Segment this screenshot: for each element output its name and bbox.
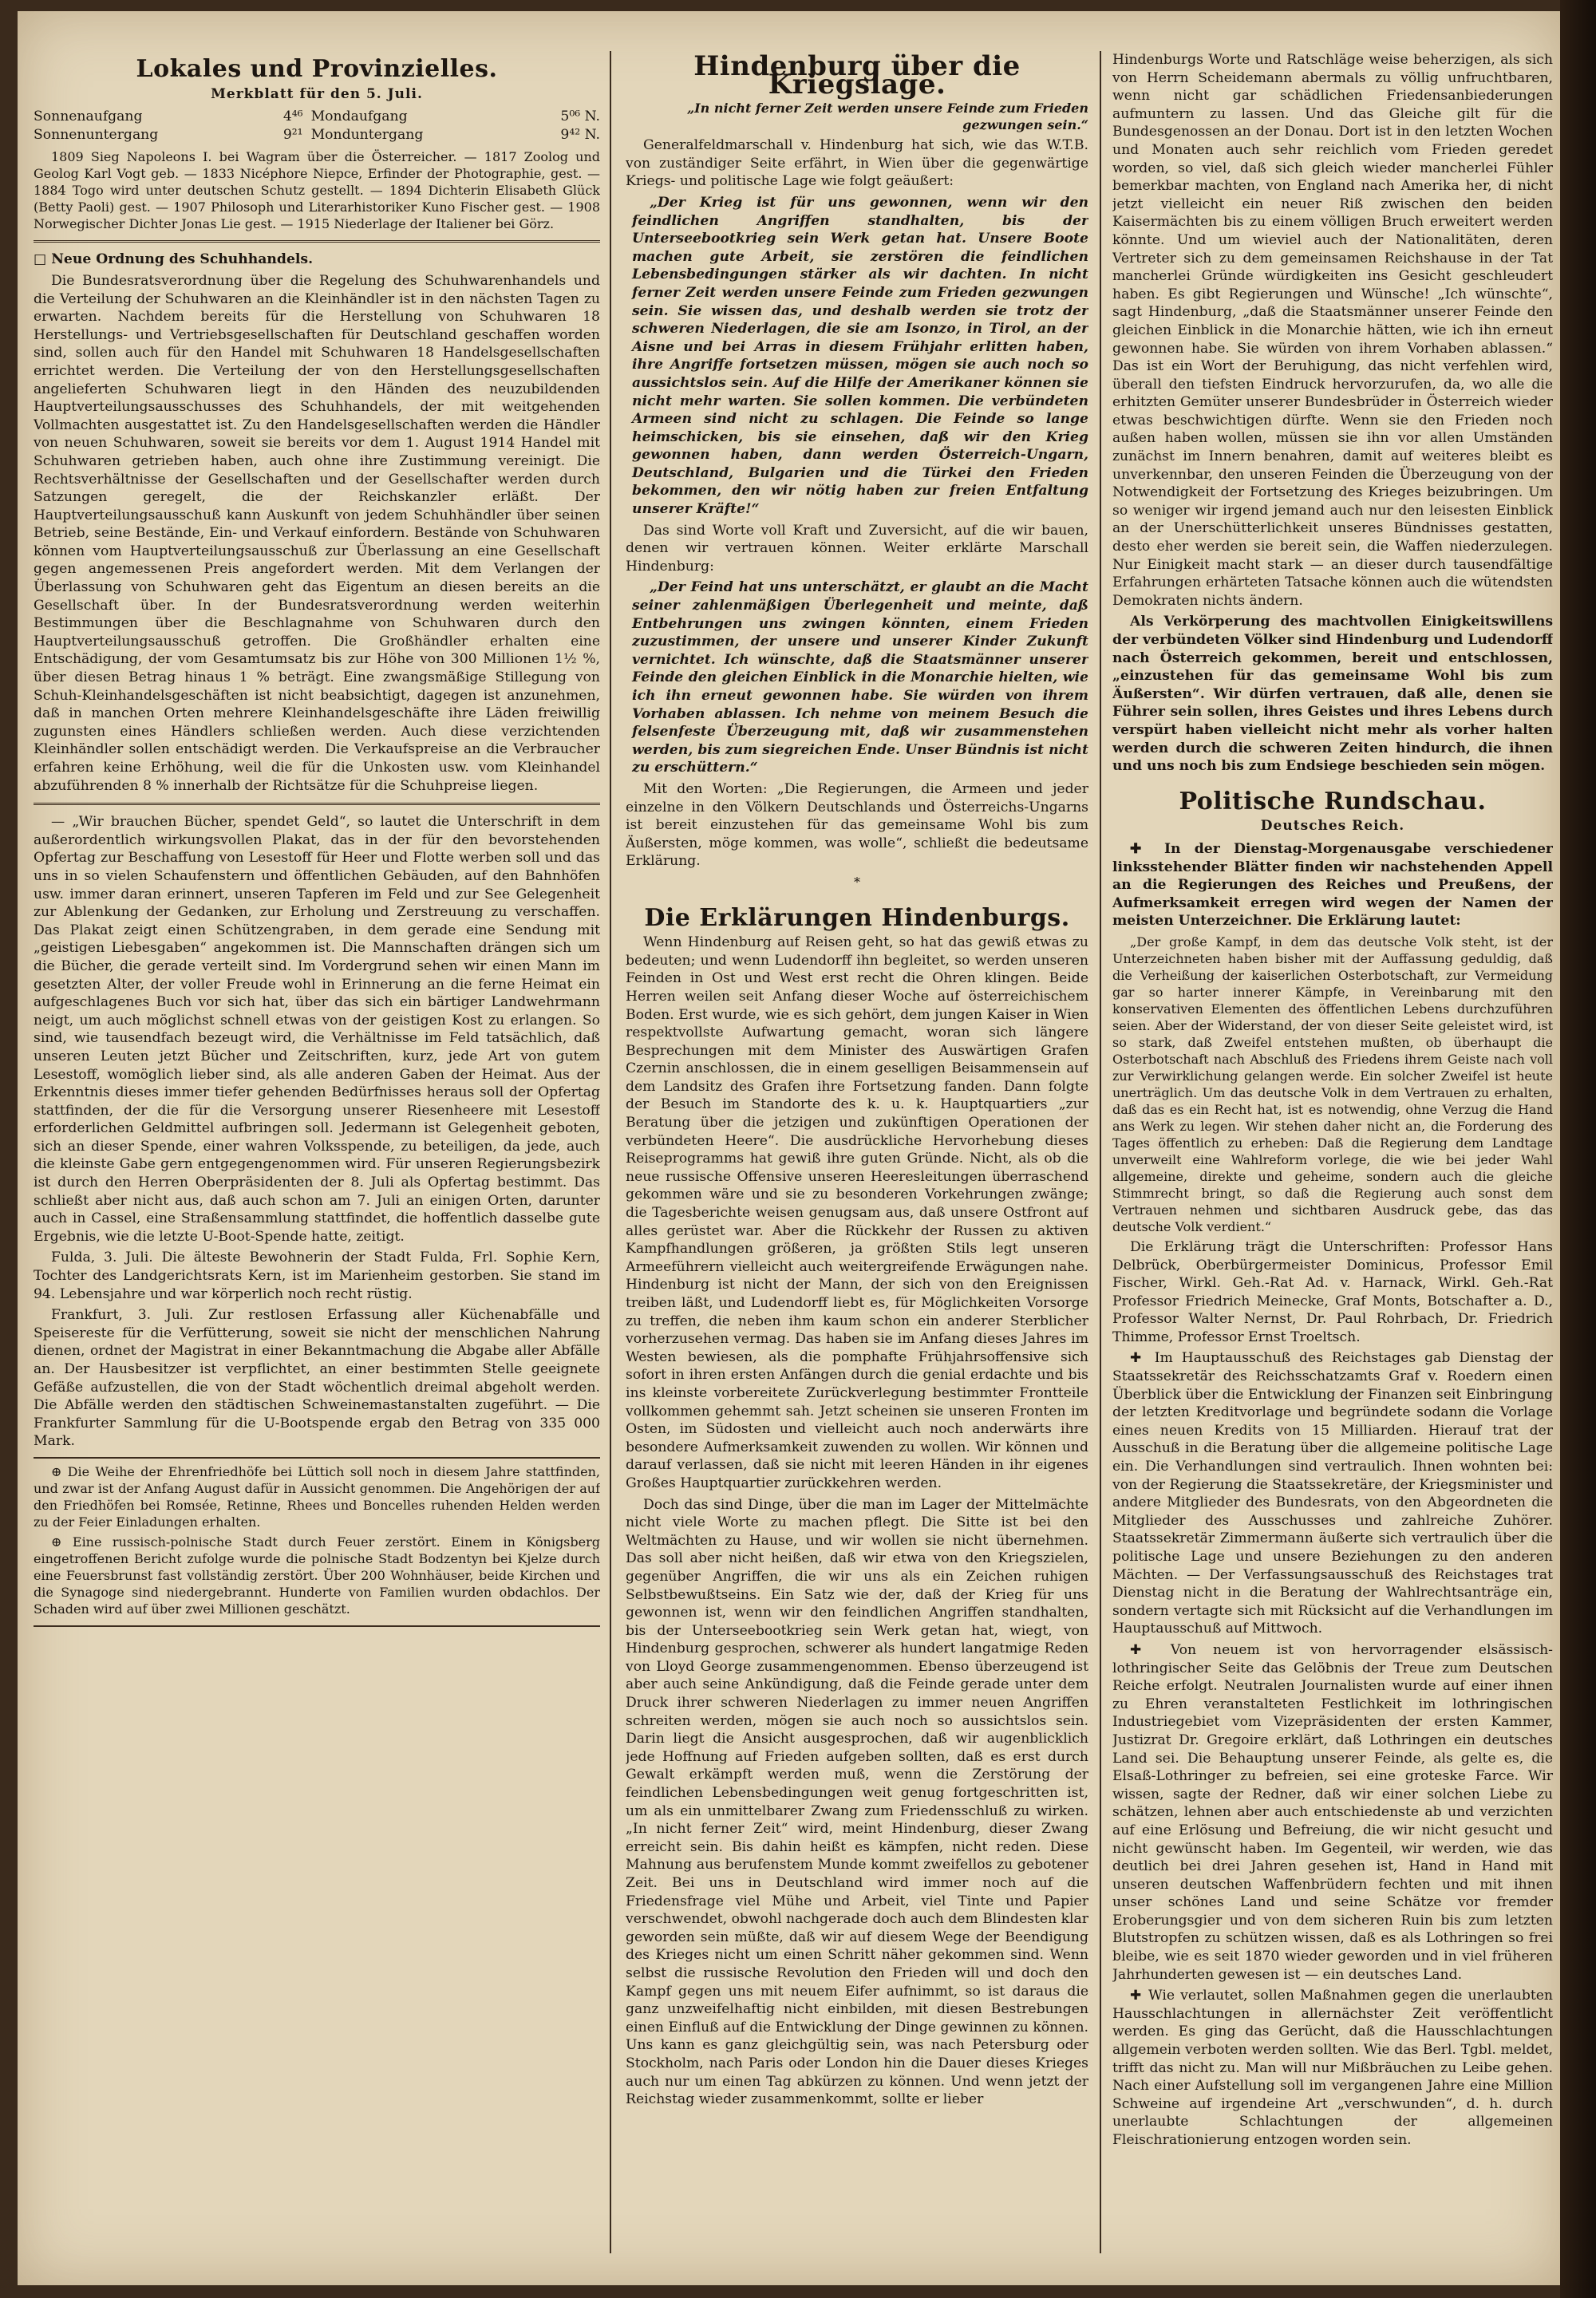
declaration-signatures: Die Erklärung trägt die Unterschriften: Professor Hans Delbrück, Oberbürgermeister Dominicus, Professor Emil Fischer, Wirkl. Geh.-Rat Ad. v. Harnack, Wirkl. Geh.-Rat Professor Friedrich Meinecke, Graf Monts, Botschafter a. D., Professor Walter Nernst, Dr. Paul Rohrbach, Dr. Friedrich Thimme, Professor Ernst Troeltsch.	[1112, 1238, 1553, 1345]
continued-text: Hindenburgs Worte und Ratschläge weise beherzigen, als sich von Herrn Scheidemann abermals zu völlig unfruchtbaren, wenn nicht gar schädlichen Friedensanbiederungen aufmuntern zu lassen. Und das Gleiche gilt für die Bundesgenossen an der Donau. Dort ist in den letzten Wochen und Monaten auch sehr reichlich vom Frieden geredet worden, so viel, daß sich gleich wieder mancherlei Fühler bemerkbar machten, von England nach Amerika her, di nicht jetzt vielleicht ein neuer Riß zwischen den beiden Kaisermächten bis zu einem völligen Bruch erweitert werden könnte. Und um wieviel auch der Nationalitäten, deren Vertreter sich zu dem gemeinsamen Reichshause in der Tat mancherlei Gründe würdigkeiten ins Gesicht geschleudert haben. Es gibt Regierungen und Wünsche! „Ich wünschte“, sagt Hindenburg, „daß die Staatsmänner unserer Feinde den gleichen Einblick in die Monarchie hätten, wie ich ihn erneut gewonnen habe. Sie würden von ihrem Vorhaben ablassen.“ Das ist ein Wort der Beruhigung, das nicht verfehlen wird, überall den tiefsten Eindruck hervorzurufen, da, wo alle die erhitzten Gemüter unserer Bundesbrüder in Österreich wieder etwas beschwichtigen dürfte. Wenn sie den Frieden noch außen haben wollen, müssen sie ihn vor allen Umständen zunächst im Innern benahren, damit auf weiteres bleibt es unverkennbar, den unseren Feinden die Überzeugung von der Notwendigkeit der Fortsetzung des Krieges beizubringen. Um so weniger wir irgend jemand auch nur den leisesten Einblick an der Unerschütterlichkeit unseres Bündnisses gestatten, desto eher werden sie bereit sein, die Waffen niederzulegen. Nur Einigkeit macht stark — an dieser durch tausendfältige Erfahrungen erhärteten Tatsache können auch die wütendsten Demokraten nichts ändern.	[1112, 52, 1553, 609]
rundschau-item-1: ✚ In der Dienstag-Morgenausgabe verschiedener linksstehender Blätter finden wir nachstehenden Appell an die Regierungen des Reiches und Preußens, der Aufmerksamkeit erregen wird wegen der Namen der meisten Unterzeichner. Die Erklärung lautet:	[1112, 840, 1553, 930]
continued-text-2: Als Verkörperung des machtvollen Einigkeitswillens der verbündeten Völker sind Hindenburg und Ludendorff nach Österreich gekommen, bereit und entschlossen, „einzustehen für das gemeinsame Wohl bis zum Äußersten“. Wir dürfen vertrauen, daß alle, denen sie Führer sein sollen, ihres Geistes und ihres Lebens durch verspürt haben vielleicht nicht mehr als vorher halten werden durch die schweren Zeiten hindurch, die ihnen und uns noch bis zum Endsiege beschieden sein mögen.	[1112, 614, 1553, 775]
almanac-value: 4⁴⁶	[282, 109, 303, 125]
section-star: *	[854, 874, 860, 890]
headline-hindenburg: Hindenburg über die Kriegslage.	[693, 51, 1021, 101]
erklaerungen-part-2: Doch das sind Dinge, über die man im Lager der Mittelmächte nicht viele Worte zu machen pflegt. Die Sitte ist bei den Weltmächten zu Hause, und wir wollen sie nicht übernehmen. Das soll aber nicht heißen, daß wir etwa von den Kriegszielen, gegenüber Angriffen, die wir uns als ein Zeichen ruhigen Selbstbewußtseins. Ein Satz wie der, daß der Krieg für uns gewonnen ist, wenn wir den feindlichen Angriffen standhalten, bis der Unterseebootkrieg sein Werk getan hat, wiegt, von Hindenburg gesprochen, schwerer als hundert langatmige Reden von Lloyd George zusammengenommen. Ebenso überzeugend ist aber auch seine Ankündigung, daß die Feinde gerade unter dem Druck ihrer schweren Niederlagen zu immer neuen Angriffen schreiten werden, mögen sie auch noch so aussichtslos sein. Darin liegt die Ansicht ausgesprochen, daß wir augenblicklich jede Hoffnung auf Frieden aufgeben sollten, daß es erst durch Gewalt erkämpft werden muß, wenn die Zerstörung der feindlichen Lebensbedingungen weit genug fortgeschritten ist, um als ein unmittelbarer Zwang zum Friedensschluß zu wirken. „In nicht ferner Zeit“ wird, meint Hindenburg, dieser Zwang erreicht sein. Bis dahin heißt es kämpfen, nicht reden. Diese Mahnung aus berufenstem Munde kommt zweifellos zu gebotener Zeit. Bei uns in Deutschland wird immer noch auf die Friedensfrage viel Mühe und Arbeit, viel Tinte und Papier verschwendet, obwohl nachgerade doch auch dem Blindesten klar geworden sein müßte, daß wir auf diesem Wege der Beendigung des Krieges nicht um einen Schritt näher gekommen sind. Wenn selbst die russische Revolution den Frieden will und doch den Kampf gegen uns mit neuem Eifer aufnimmt, so ist daraus die ganz unzweifelhaftig nicht einbilden, mit diesen Bestrebungen einen Einfluß auf die Entwicklung der Dinge gewinnen zu können. Uns kann es ganz gleichgültig sein, was nach Petersburg oder Stockholm, nach Paris oder London hin die Dauer dieses Krieges auch nur um einen Tag abkürzen zu können. Und wenn jetzt der Reichstag wieder zusammenkommt, sollte er lieber	[626, 1496, 1088, 2108]
rundschau-item-2: ✚ Im Hauptausschuß des Reichstages gab Dienstag der Staatssekretär des Reichsschatzamts Graf v. Roedern einen Überblick über die Entwicklung der Finanzen seit Einbringung der letzten Kreditvorlage und begründete sodann die Vorlage eines neuen Kredits von 15 Milliarden. Hierauf trat der Ausschuß in die Beratung über die allgemeine politische Lage ein. Die Verhandlungen sind vertraulich. Ihnen wohnten bei: von der Regierung die Staatssekretäre, der Kriegsminister und andere Mitglieder des Bundesrats, von den Abgeordneten die Mitglieder des Ausschusses und zahlreiche Zuhörer. Staatssekretär Zimmermann äußerte sich vertraulich über die politische Lage und unsere Beziehungen zu den anderen Mächten. — Der Verfassungsausschuß des Reichstages trat Dienstag nicht in die Beratung der Wahlrechtsanträge ein, sondern vertagte sich mit Rücksicht auf die Verhandlungen im Hauptausschuß auf Mittwoch.	[1112, 1350, 1553, 1637]
hindenburg-quote-2: „Der Feind hat uns unterschätzt, er glaubt an die Macht seiner zahlenmäßigen Überlegenheit und meinte, daß Entbehrungen uns zwingen könnten, einem Frieden zuzustimmen, der unsere und unserer Kinder Zukunft vernichtet. Ich wünschte, daß die Staatsmänner unserer Feinde den gleichen Einblick in die Monarchie hielten, wie ich ihn erneut gewonnen habe. Sie würden von ihrem Vorhaben ablassen. Ich nehme von meinem Besuch die felsenfeste Überzeugung mit, daß wir zusammenstehen werden, bis zum siegreichen Ende. Unser Bündnis ist nicht zu erschüttern.“	[632, 579, 1088, 776]
rundschau-item-3: ✚ Von neuem ist von hervorragender elsässisch-lothringischer Seite das Gelöbnis der Treue zum Deutschen Reiche erfolgt. Neutralen Journalisten wurde auf einer ihnen zu Ehren veranstalteten Festlichkeit im lothringischen Industriegebiet vom Vizepräsidenten der ersten Kammer, Justizrat Dr. Gregoire erklärt, daß Lothringen ein deutsches Land sei. Die Behauptung unserer Feinde, als gelte es, die Elsaß-Lothringer zu befreien, sei eine groteske Farce. Wir wissen, sagte der Redner, daß wir einer solchen Liebe zu schätzen, lehnen aber auch entschiedenste ab und verzichten auf eine Erlösung und Befreiung, die wir nicht gesucht und nicht gewünscht haben. Im Gegenteil, wir werden, wie das deutlich bei drei Jahren gesehen ist, Hand in Hand mit unseren deutschen Waffenbrüdern fechten und mit ihnen unser schönes Land und seine Schätze vor fremder Eroberungsgier und von dem sicheren Ruin bis zum letzten Blutstropfen zu schützen wissen, daß es als Lothringen so frei bleibe, wie es seit 1870 wieder geworden und in viel früheren Jahrhunderten gewesen ist — ein deutsches Land.	[1112, 1641, 1553, 1983]
divider	[34, 240, 600, 243]
almanac-table	[34, 108, 600, 144]
subsection-title: Deutsches Reich.	[1260, 818, 1405, 835]
article-title-schuhhandel: □ Neue Ordnung des Schuhhandels.	[34, 251, 314, 268]
headline-erklaerungen: Die Erklärungen Hindenburgs.	[644, 903, 1070, 932]
article-buecher: — „Wir brauchen Bücher, spendet Geld“, so lautet die Unterschrift in dem außerordentlich wirkungsvollen Plakat, das in der für den bevorstehenden Opfertag zur Beschaffung von Lesestoff für Heer und Flotte werben soll und das uns in so vielen Schaufenstern und öffentlichen Gebäuden, auf den Bahnhöfen usw. immer daran erinnert, unseren Tapferen im Feld und zur See Gelegenheit zur Ablenkung der Gedanken, zur Erholung und Zerstreuung zu verschaffen. Das Plakat zeigt einen Schützengraben, in dem gerade eine Sendung mit „geistigen Liebesgaben“ angekommen ist. Die Mannschaften drängen sich um die Bücher, die gerade verteilt sind. Im Vordergrund sehen wir einen Mann im gesetzten Alter, der voller Freude wohl in Erinnerung an die ferne Heimat ein aufgeschlagenes Buch vor sich hat, über das sich ein bärtiger Landwehrmann neigt, um auch möglichst schnell etwas von der geistigen Kost zu erlangen. So sind, wie tausendfach bezeugt wird, die Verhältnisse im Feld tatsächlich, daß unseren Leuten jetzt Bücher und Zeitschriften, kurz, jede Art von gutem Lesestoff, womöglich lieber sind, als alle anderen Gaben der Heimat. Aus der Erkenntnis dieses immer tiefer gehenden Bedürfnisses heraus soll der Opfertag stattfinden, der die für die Versorgung unserer Riesenheere mit Lesestoff erforderlichen Geldmittel aufbringen soll. Jedermann ist Gelegenheit geboten, sich an dieser Spende, einer wahren Volksspende, zu beteiligen, da jede, auch die kleinste Gabe gern entgegengenommen wird. Für unseren Regierungsbezirk ist durch den Herren Oberpräsidenten der 8. Juli als Opfertag bestimmt. Das schließt aber nicht aus, daß auch schon am 7. Juli an einigen Orten, darunter auch in Cassel, eine Straßensammlung stattfindet, die hoffentlich dasselbe gute Ergebnis, wie die letzte U-Boot-Spende hatte, zeitigt.	[34, 814, 600, 1245]
article-feuer: ⊕ Eine russisch-polnische Stadt durch Feuer zerstört. Einem in Königsberg eingetroffenen Bericht zufolge wurde die polnische Stadt Bodzentyn bei Kjelze durch eine Feuersbrunst fast vollständig zerstört. Über 200 Wohnhäuser, beide Kirchen und die Synagoge sind niedergebrannt. Hunderte von Familien wurden obdachlos. Der Schaden wird auf über zwei Millionen geschätzt.	[34, 1534, 600, 1617]
column-hindenburg	[626, 51, 1088, 2253]
history-notes: 1809 Sieg Napoleons I. bei Wagram über die Österreicher. — 1817 Zoolog und Geolog Karl Vogt geb. — 1833 Nicéphore Niepce, Erfinder der Photographie, gest. — 1884 Togo wird unter deutschen Schutz gestellt. — 1894 Dichterin Elisabeth Glück (Betty Paoli) gest. — 1907 Philosoph und Literarhistoriker Kuno Fischer gest. — 1908 Norwegischer Dichter Jonas Lie gest. — 1915 Niederlage der Italiener bei Görz.	[34, 149, 600, 232]
motto-quote: „In nicht ferner Zeit werden unsere Feinde zum Frieden gezwungen sein.“	[686, 101, 1088, 133]
page-edge	[1560, 0, 1596, 2298]
mid-paragraph: Das sind Worte voll Kraft und Zuversicht, auf die wir bauen, denen wir vertrauen können. Weiter erklärte Marschall Hindenburg:	[626, 522, 1088, 574]
column-rundschau	[1112, 51, 1553, 2253]
erklaerungen-part-1: Wenn Hindenburg auf Reisen geht, so hat das gewiß etwas zu bedeuten; und wenn Ludendorff ihn begleitet, so werden unseren Feinden in Ost und West erst recht die Ohren klingen. Beide Herren weilen seit Anfang dieser Woche auf österreichischem Boden. Erst wurde, wie es sich gehört, dem jungen Kaiser in Wien respektvollste Aufwartung gemacht, woran sich längere Besprechungen mit dem Minister des Auswärtigen Grafen Czernin anschlossen, die in einem geselligen Beisammensein auf dem Landsitz des Grafen ihre Fortsetzung fanden. Dann folgte der Besuch im Standorte des k. u. k. Hauptquartiers „zur Beratung über die jetzigen und zukünftigen Operationen der verbündeten Heere“. Die ausdrückliche Hervorhebung dieses Reiseprogramms hat gewiß ihre guten Gründe. Nicht, als ob die neue russische Offensive unseren Heeresleitungen überraschend gekommen wäre und sie zu besonderen Vorkehrungen zwänge; die Tagesberichte weisen genugsam aus, daß unsere Ostfront auf alles gerüstet war. Aber die Rückkehr der Russen zu aktiven Kampfhandlungen größeren, ja größten Stils legt unseren Armeeführern vielleicht auch weitergreifende Erwägungen nahe. Hindenburg ist nicht der Mann, der sich von den Ereignissen treiben läßt, und Ludendorff liebt es, für Möglichkeiten Vorsorge zu treffen, die neben ihm kaum schon ein anderer Sterblicher vorherzusehen vermag. Das haben sie im Anfang dieses Jahres im Westen bewiesen, als die pomphafte Frühjahrsoffensive sich sofort in ihren ersten Anfängen durch die genial erdachte und bis ins kleinste vorbereitete Zurückverlegung bestimmter Frontteile vollkommen gehemmt sah. Jetzt scheinen sie unseren Fronten im Osten, im Südosten und vielleicht auch noch anderwärts ihre besondere Aufmerksamkeit zuwenden zu wollen. Wir können und darauf verlassen, daß sie nicht mit leeren Händen in ihr eigenes Großes Hauptquartier zurückkehren werden.	[626, 934, 1088, 1491]
intro-paragraph: Generalfeldmarschall v. Hindenburg hat sich, wie das W.T.B. von zuständiger Seite erfährt, in Wien über die gegenwärtige Kriegs- und politische Lage wie folgt geäußert:	[626, 137, 1088, 190]
newspaper-page	[18, 11, 1562, 2285]
closing-paragraph: Mit den Worten: „Die Regierungen, die Armeen und jeder einzelne in den Völkern Deutschlands und Österreichs-Ungarns ist bereit einzustehen für das gemeinsame Wohl bis zum Äußersten, möge kommen, was wolle“, schließt die bedeutsame Erklärung.	[626, 780, 1088, 870]
almanac-value: 5⁰⁶ N.	[560, 109, 600, 125]
divider	[34, 803, 600, 805]
declaration-text: „Der große Kampf, in dem das deutsche Volk steht, ist der Unterzeichneten haben bisher mit der Auffassung geduldig, daß die Verheißung der kaiserlichen Osterbotschaft, zur Vermeidung gar so harter innerer Kämpfe, in Vereinbarung mit den konservativen Elementen des öffentlichen Lebens durchzuführen seien. Aber der Widerstand, der von dieser Seite geleistet wird, ist so stark, daß Zweifel entstehen mußten, ob überhaupt die Osterbotschaft nach Abschluß des Friedens ihrem Geiste nach voll zur Verwirklichung gelangen werde. Ein solcher Zweifel ist heute unerträglich. Um das deutsche Volk in dem Vertrauen zu erhalten, daß das es ein Recht hat, ist es notwendig, ohne Verzug die Hand ans Werk zu legen. Wir stehen daher nicht an, die Forderung des Tages öffentlich zu erheben: Daß die Regierung dem Landtage unverweilt eine Wahlreform vorlege, die wie bei jeder Wahl allgemeine, direkte und geheime, sondern auch die gleiche Stimmrecht bringt, so daß die Regierung auch sonst dem Vertrauen nehmen und sichtbaren Ausdruck gebe, das das deutsche Volk verdient.“	[1112, 934, 1553, 1234]
column-rule	[610, 51, 611, 2253]
almanac-value: 9⁴² N.	[560, 126, 600, 143]
almanac-label: Sonnenuntergang	[34, 126, 159, 143]
article-fulda: Fulda, 3. Juli. Die älteste Bewohnerin der Stadt Fulda, Frl. Sophie Kern, Tochter des Landgerichtsrats Kern, ist im Marienheim gestorben. Sie stand im 94. Lebensjahre und war körperlich noch recht rüstig.	[34, 1250, 600, 1302]
column-local-news	[34, 51, 600, 2253]
almanac-value: 9²¹	[282, 126, 303, 143]
almanac-label: Mondaufgang	[310, 109, 408, 125]
column-rule	[1100, 51, 1101, 2253]
rundschau-item-4: ✚ Wie verlautet, sollen Maßnahmen gegen die unerlaubten Hausschlachtungen in allernächster Zeit veröffentlicht werden. Es ging das Gerücht, daß die Hausschlachtungen allgemein verboten werden sollten. Wie das Berl. Tgbl. meldet, trifft das nicht zu. Man will nur Mißbräuchen zu Leibe gehen. Nach einer Aufstellung soll im vergangenen Jahre eine Million Schweine auf irgendeine Art „verschwunden“, d. h. durch unerlaubte Schlachtungen der allgemeinen Fleischrationierung entzogen worden sein.	[1112, 1988, 1553, 2148]
almanac-label: Sonnenaufgang	[34, 109, 143, 125]
article-schuhhandel: Die Bundesratsverordnung über die Regelung des Schuhwarenhandels und die Verteilung der Schuhwaren an die Kleinhändler ist in den nächsten Tagen zu erwarten. Nachdem bereits für die Herstellung von Schuhwaren 18 Herstellungs- und Vertriebsgesellschaften für Deutschland geschaffen worden sind, sollen auch für den Handel mit Schuhwaren 18 Handelsgesellschaften errichtet werden. Die Verteilung der von den Herstellungsgesellschaften angelieferten Schuhwaren liegt in den Händen des neuzubildenden Hauptverteilungsausschusses des Schuhhandels, der mit weitgehenden Vollmachten ausgestattet ist. Zu den Handelsgesellschaften werden die Händler von neuen Schuhwaren, soweit sie bereits vor dem 1. August 1914 Handel mit Schuhwaren getrieben haben, auch ohne ihre Zustimmung vereinigt. Die Rechtsverhältnisse der Gesellschaften und der Gesellschafter werden durch Satzungen geregelt, die der Reichskanzler erläßt. Der Hauptverteilungsausschuß kann Auskunft von jedem Schuhhändler über seinen Betrieb, seine Bestände, Ein- und Verkauf einfordern. Bestände von Schuhwaren können vom Hauptverteilungsausschuß zur Überlassung an eine Gesellschaft gegen angemessenen Preis angefordert werden. Mit dem Verlangen der Überlassung von Schuhwaren geht das Eigentum an diesen bereits an die Gesellschaft über. In der Bundesratsverordnung werden weiterhin Bestimmungen über die Beschlagnahme von Schuhwaren durch den Hauptverteilungsausschuß getroffen. Die Großhändler erhalten eine Entschädigung, der vom Gesamtumsatz bis zur Höhe von 300 Millionen 1½ %, über diesen Betrag hinaus 1 % beträgt. Eine zwangsmäßige Stillegung von Schuh-Kleinhandelsgeschäften ist nicht beabsichtigt, dagegen ist anzunehmen, daß in manchen Orten mehrere Kleinhandelsgeschäfte ihre Läden freiwillig zugunsten eines Händlers schließen werden. Auch diese verzichtenden Kleinhändler sollen entschädigt werden. Die Verkaufspreise an die Verbraucher erfahren keine Erhöhung, weil die für die Unkosten usw. vom Kleinhandel abzuführenden 8 % innerhalb der Richtsätze für die Schuhpreise liegen.	[34, 272, 600, 794]
section-title-local: Lokales und Provinzielles.	[136, 55, 498, 83]
almanac-heading: Merkblatt für den 5. Juli.	[211, 85, 423, 102]
article-frankfurt: Frankfurt, 3. Juli. Zur restlosen Erfassung aller Küchenabfälle und Speisereste für die Verfütterung, soweit sie nicht der menschlichen Nahrung dienen, ordnet der Magistrat in einer Bekanntmachung die Abgabe aller Abfälle an. Der Hausbesitzer ist verpflichtet, an einer bestimmten Stelle geeignete Gefäße aufzustellen, die von der Stadt wöchentlich dreimal abgeholt werden. Die Abfälle werden den städtischen Schweinemastanstalten zugeführt. — Die Frankfurter Sammlung für die U-Bootspende ergab den Betrag von 335 000 Mark.	[34, 1307, 600, 1450]
hindenburg-quote-1: „Der Krieg ist für uns gewonnen, wenn wir den feindlichen Angriffen standhalten, bis der Unterseebootkrieg sein Werk getan hat. Unsere Boote machen gute Arbeit, sie zerstören die feindlichen Lebensbedingungen stärker als wir dachten. In nicht ferner Zeit werden unsere Feinde zum Frieden gezwungen sein. Sie wissen das, und deshalb werden sie trotz der schweren Niederlagen, die sie am Isonzo, in Tirol, an der Aisne und bei Arras in diesem Frühjahr erlitten haben, ihre Angriffe fortsetzen müssen, mögen sie auch noch so aussichtslos sein. Auf die Hilfe der Amerikaner können sie nicht mehr warten. Sie sollen kommen. Die verbündeten Armeen sind nicht zu schlagen. Die Feinde so lange heimschicken, bis sie einsehen, daß wir den Krieg gewonnen haben, dann werden Österreich-Ungarn, Deutschland, Bulgarien und die Türkei den Frieden bekommen, den wir nötig haben zur freien Entfaltung unserer Kräfte!“	[632, 194, 1088, 518]
article-luettich: ⊕ Die Weihe der Ehrenfriedhöfe bei Lüttich soll noch in diesem Jahre stattfinden, und zwar ist der Anfang August dafür in Aussicht genommen. Die Angehörigen der auf den Friedhöfen bei Romsée, Retinne, Rhees und Boncelles ruhenden Helden werden zu der Feier Einladungen erhalten.	[34, 1463, 600, 1530]
section-title-rundschau: Politische Rundschau.	[1179, 787, 1487, 815]
almanac-label: Monduntergang	[310, 126, 424, 143]
boxed-notices	[34, 1457, 600, 1627]
